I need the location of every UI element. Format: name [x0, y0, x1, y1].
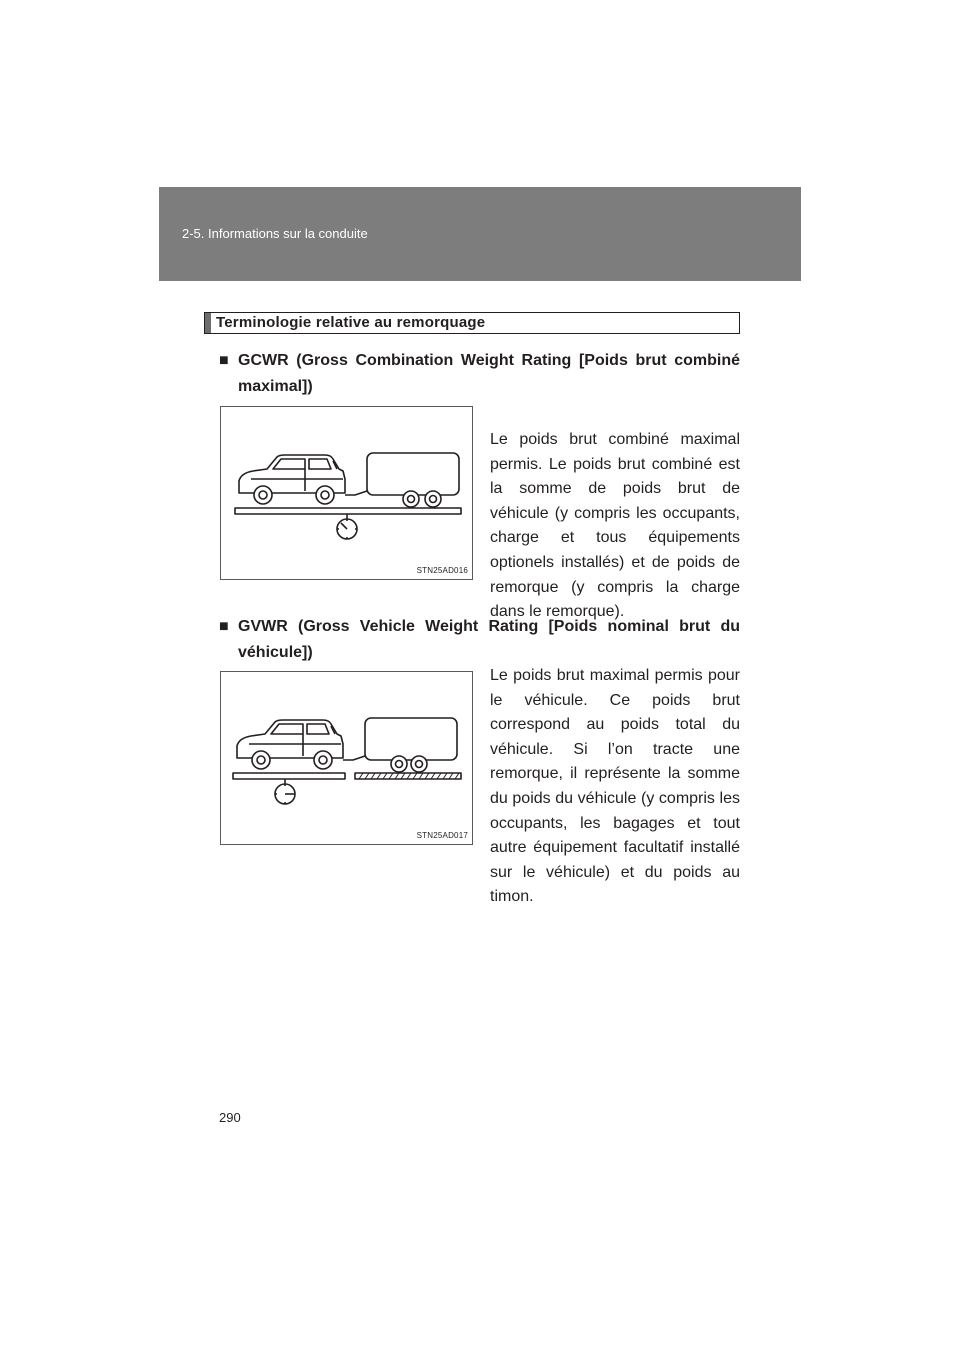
bullet-square-icon: ■ — [219, 352, 229, 369]
section-title: Terminologie relative au remorquage — [216, 314, 486, 331]
gvwr-heading — [219, 614, 740, 666]
bullet-square-icon: ■ — [219, 618, 229, 635]
figure-code: STN25AD017 — [416, 831, 468, 840]
gvwr-heading-text: GVWR (Gross Vehicle Weight Rating [Poids nominal brut du véhicule]) — [238, 618, 740, 661]
section-title-bar — [205, 313, 211, 333]
page-number: 290 — [219, 1110, 241, 1125]
section-title-box — [204, 312, 740, 334]
vehicle-trailer-tongue-scale-illustration — [221, 672, 474, 846]
gvwr-illustration — [220, 671, 473, 845]
gcwr-heading — [219, 348, 740, 400]
figure-code: STN25AD016 — [416, 566, 468, 575]
chapter-title: 2-5. Informations sur la conduite — [182, 226, 368, 241]
vehicle-trailer-scale-illustration — [221, 407, 474, 581]
gcwr-illustration — [220, 406, 473, 580]
gcwr-description: Le poids brut combiné maximal permis. Le poids brut combiné est la somme de poids brut de véhicule (y compris les occupants, charge et tous équipements optionels installés) et de poids de remorque (y compris la charge dans le remorque). — [490, 431, 740, 621]
gvwr-description: Le poids brut maximal permis pour le véhicule. Ce poids brut correspond au poids total du véhicule. Si l’on tracte une remorque, il représente la somme du poids du véhicule (y compris les occupants, les bagages et tout autre équipement facultatif installé sur le véhicule) et du poids au timon. — [490, 667, 740, 906]
gcwr-heading-text: GCWR (Gross Combination Weight Rating [Poids brut combiné maximal]) — [238, 352, 740, 395]
chapter-header-band — [159, 187, 801, 281]
